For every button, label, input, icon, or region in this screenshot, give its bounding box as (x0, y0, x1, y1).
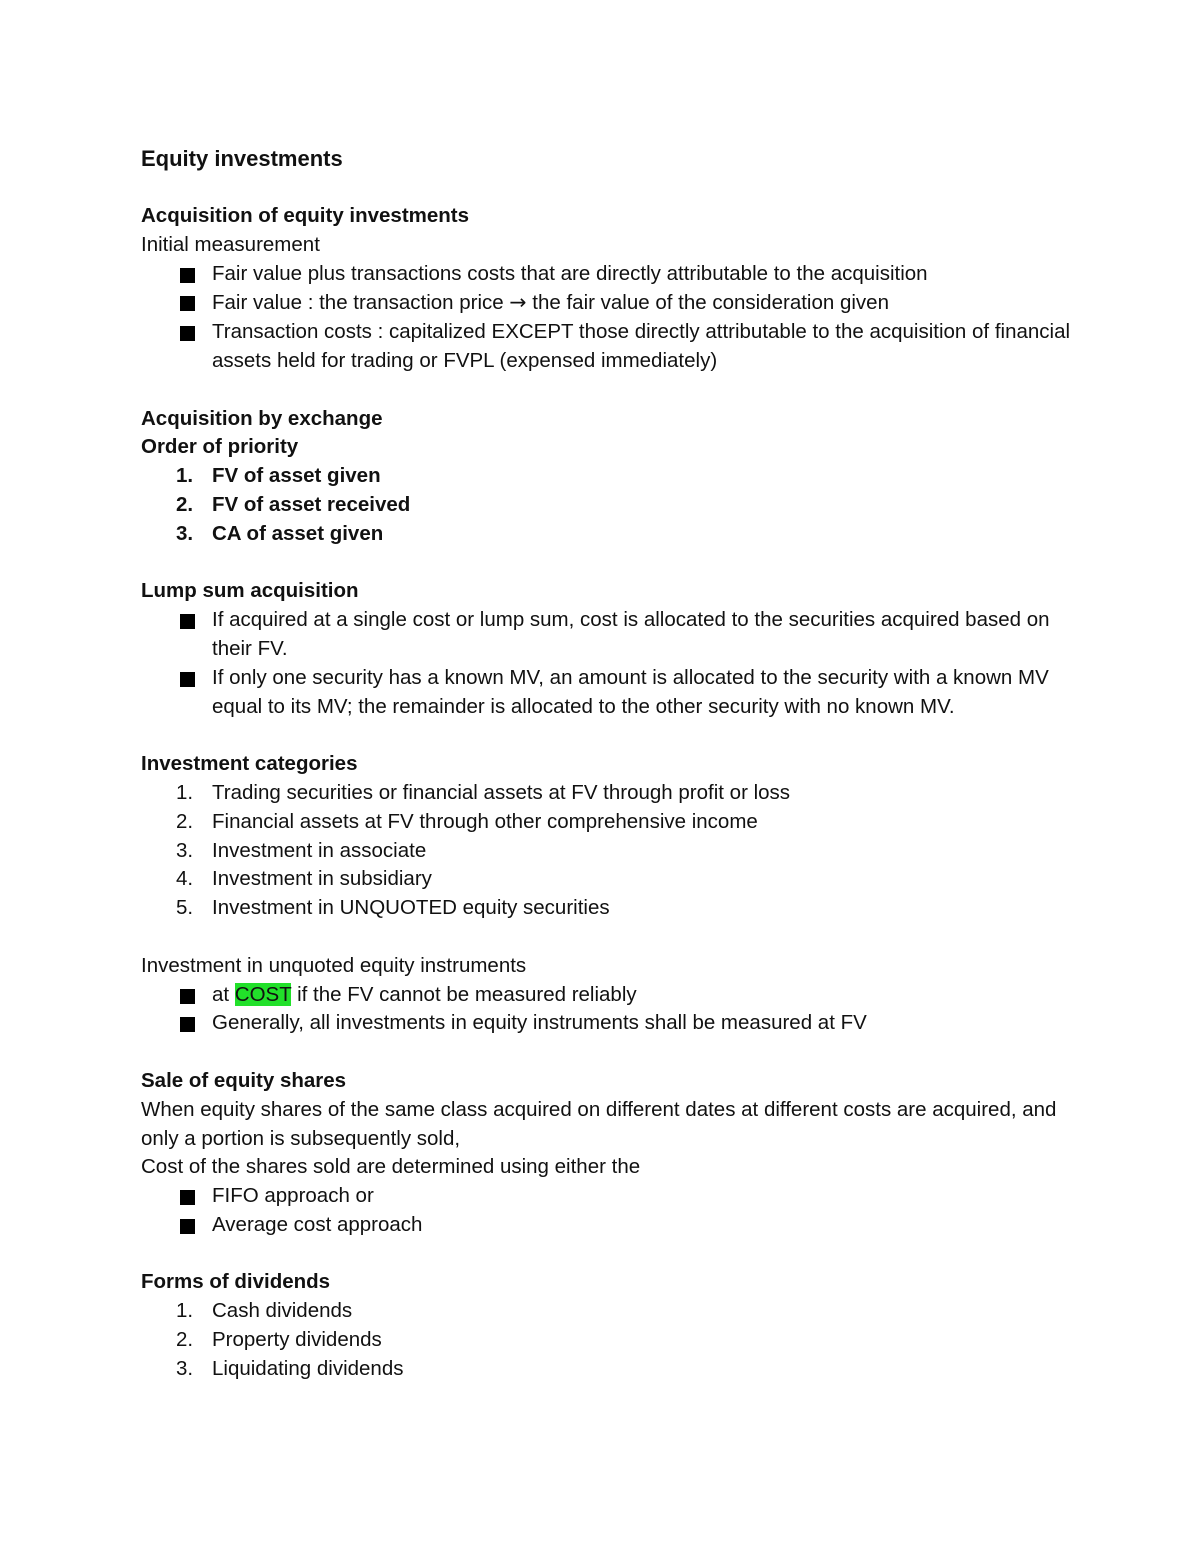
square-bullet-icon (180, 614, 195, 629)
bullet-text: Generally, all investments in equity instruments shall be measured at FV (212, 1011, 867, 1035)
numbered-item (141, 837, 1071, 866)
item-number: 3. (176, 521, 194, 545)
square-bullet-icon (180, 326, 195, 341)
numbered-item (141, 520, 1071, 549)
section-heading: Investment in unquoted equity instruments (141, 953, 527, 977)
square-bullet-icon (180, 296, 195, 311)
bullet-item (141, 260, 1071, 289)
square-bullet-icon (180, 1219, 195, 1234)
square-bullet-icon (180, 672, 195, 687)
item-number: 3. (176, 1356, 194, 1380)
section-heading: Acquisition by exchange (141, 406, 383, 430)
item-text: Cash dividends (212, 1299, 353, 1323)
bullet-item (141, 664, 1071, 722)
bullet-item (141, 606, 1071, 664)
item-number: 4. (176, 867, 194, 891)
item-number: 2. (176, 1328, 194, 1352)
square-bullet-icon (180, 268, 195, 283)
document-page (141, 144, 1071, 1384)
section-heading: Lump sum acquisition (141, 579, 359, 603)
bullet-item (141, 981, 1071, 1010)
section-heading: Acquisition of equity investments (141, 204, 470, 227)
bullet-item (141, 288, 1071, 318)
bullet-text: If only one security has a known MV, an amount is allocated to the security with a known MV equal to its MV; the remainder is allocated to the other security with no known MV. (212, 665, 1049, 718)
item-number: 1. (176, 464, 194, 488)
square-bullet-icon (180, 1017, 195, 1032)
subheading: Initial measurement (141, 232, 320, 256)
item-number: 1. (176, 1299, 194, 1323)
arrow-icon: → (509, 290, 527, 315)
paragraph: Cost of the shares sold are determined using either the (141, 1155, 641, 1179)
bullet-item (141, 1182, 1071, 1211)
numbered-item (141, 462, 1071, 491)
numbered-item (141, 1355, 1071, 1384)
section-heading: Sale of equity shares (141, 1068, 347, 1092)
item-text: Property dividends (212, 1328, 382, 1352)
numbered-item (141, 779, 1071, 808)
bullet-item (141, 318, 1071, 376)
numbered-item (141, 1297, 1071, 1326)
item-number: 1. (176, 780, 194, 804)
bullet-text: Average cost approach (212, 1212, 423, 1236)
bullet-text: Transaction costs : capitalized EXCEPT those directly attributable to the acquisition of financial assets held for trading or FVPL (expensed immediately) (212, 320, 1071, 372)
item-text: Liquidating dividends (212, 1356, 404, 1380)
item-text: Investment in subsidiary (212, 867, 432, 891)
item-number: 2. (176, 809, 194, 833)
item-text: CA of asset given (212, 521, 384, 545)
bullet-text: If acquired at a single cost or lump sum, cost is allocated to the securities acquired based on their FV. (212, 608, 1050, 660)
bullet-text: Fair value : the transaction price (212, 291, 510, 315)
bullet-text: Fair value plus transactions costs that are directly attributable to the acquisition (212, 261, 928, 285)
numbered-item (141, 1326, 1071, 1355)
numbered-item (141, 894, 1071, 923)
bullet-item (141, 1211, 1071, 1240)
item-text: FV of asset received (212, 492, 411, 516)
numbered-item (141, 808, 1071, 837)
item-text: FV of asset given (212, 464, 381, 488)
item-text: Investment in UNQUOTED equity securities (212, 896, 610, 920)
item-number: 2. (176, 492, 194, 516)
document-title: Equity investments (141, 146, 343, 171)
bullet-item (141, 1009, 1071, 1038)
paragraph: When equity shares of the same class acquired on different dates at different costs are acquired, and only a portion is subsequently sold, (141, 1097, 1057, 1150)
section-heading: Forms of dividends (141, 1270, 331, 1294)
bullet-text: if the FV cannot be measured reliably (291, 982, 637, 1006)
highlighted-text: COST (234, 982, 292, 1006)
item-number: 5. (176, 896, 194, 920)
bullet-text: FIFO approach or (212, 1184, 374, 1208)
item-text: Financial assets at FV through other comprehensive income (212, 809, 758, 833)
section-heading: Investment categories (141, 752, 358, 776)
numbered-item (141, 491, 1071, 520)
square-bullet-icon (180, 1190, 195, 1205)
item-text: Investment in associate (212, 838, 427, 862)
numbered-item (141, 865, 1071, 894)
subheading: Order of priority (141, 435, 299, 459)
item-text: Trading securities or financial assets at FV through profit or loss (212, 780, 791, 804)
square-bullet-icon (180, 989, 195, 1004)
bullet-text: at (212, 982, 235, 1006)
bullet-text: the fair value of the consideration given (526, 291, 889, 315)
item-number: 3. (176, 838, 194, 862)
